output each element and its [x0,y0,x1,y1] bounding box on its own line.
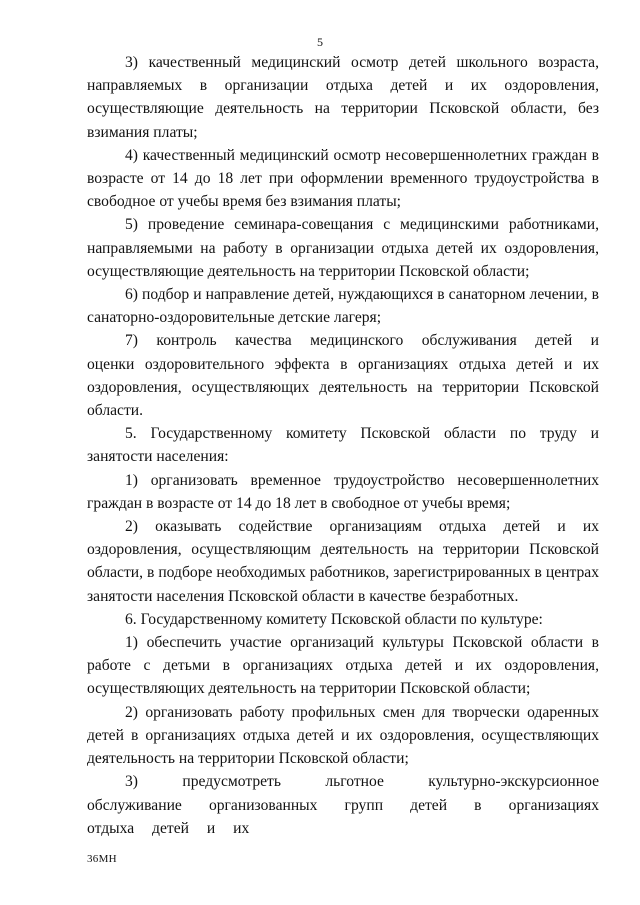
paragraph-item-6: 6) подбор и направление детей, нуждающихся в санаторном лечении, в санаторно-оздоровительные детские лагеря; [87,286,599,327]
paragraph-section-6-item-3: 3) предусмотреть льготное культурно-экскурсионное обслуживание организованных групп детей в организациях отдыха детей и их [87,773,599,837]
paragraph-section-6: 6. Государственному комитету Псковской области по культуре: [125,610,543,628]
paragraph-section-6-item-2: 2) организовать работу профильных смен для творчески одаренных детей в организациях отдыха детей и их оздоровления, осуществляющих деятельность на территории Псковской области; [87,703,599,768]
paragraph-item-5: 5) проведение семинара-совещания с медицинскими работниками, направляемыми на работу в организации отдыха детей их оздоровления, осуществляющие деятельность на территории Псковской области; [87,216,599,280]
paragraph-section-5-item-1: 1) организовать временное трудоустройство несовершеннолетних граждан в возрасте от 14 до 18 лет в свободное от учебы время; [87,471,599,512]
document-body [87,51,599,840]
paragraph-item-4: 4) качественный медицинский осмотр несовершеннолетних граждан в возрасте от 14 до 18 лет при оформлении временного трудоустройства в свободное от учебы время без взимания платы; [87,146,599,211]
paragraph-item-7: 7) контроль качества медицинского обслуживания детей и оценки оздоровительного эффекта в организациях отдыха детей и их оздоровления, осуществляющих деятельность на территории Псковской области. [87,332,599,420]
footer-document-code: 36МН [87,853,117,865]
paragraph-section-6-item-1: 1) обеспечить участие организаций культуры Псковской области в работе с детьми в организациях отдыха детей и их оздоровления, осуществляющих деятельность на территории Псковской области; [87,634,599,698]
paragraph-item-3: 3) качественный медицинский осмотр детей школьного возраста, направляемых в организации отдыха детей и их оздоровления, осуществляющие деятельность на территории Псковской области, без взимания платы; [87,54,599,141]
paragraph-section-5: 5. Государственному комитету Псковской области по труду и занятости населения: [87,425,599,466]
paragraph-section-5-item-2: 2) оказывать содействие организациям отдыха детей и их оздоровления, осуществляющим деятельность на территории Псковской области, в подборе необходимых работников, зарегистрированных в центрах занятости населения Псковской области в качестве безработных. [87,518,599,605]
page-number: 5 [317,35,323,49]
